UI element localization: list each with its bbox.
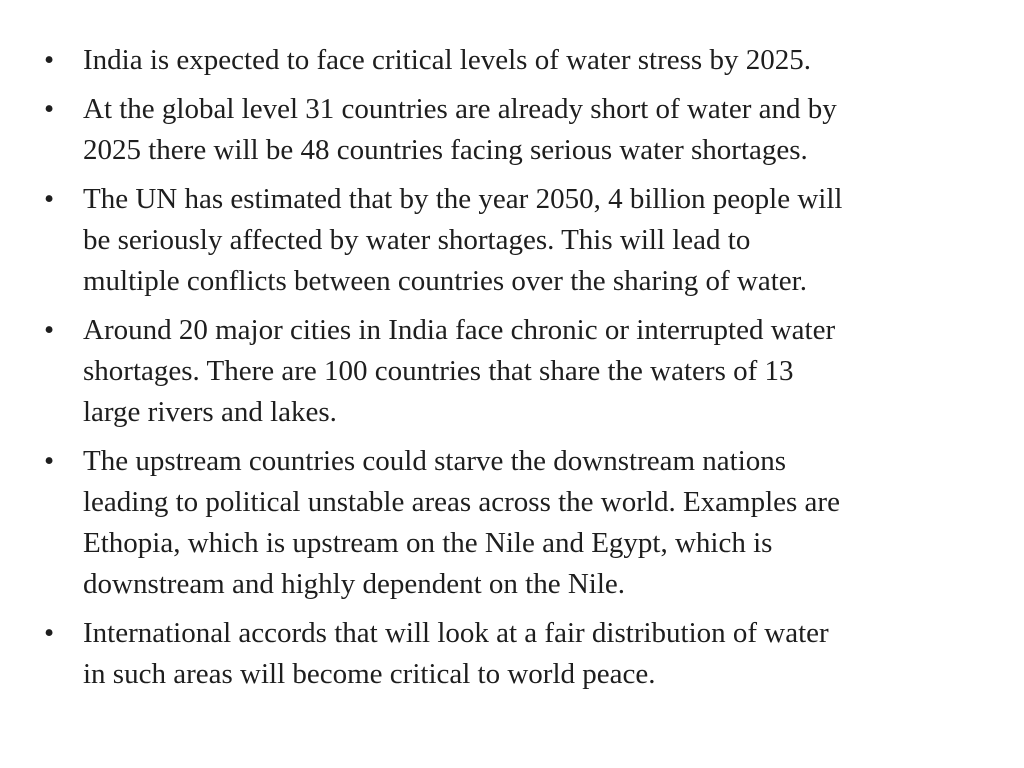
bullet-list: [40, 40, 990, 703]
bullet-icon: •: [44, 445, 55, 477]
bullet-line: India is expected to face critical levels of water stress by 2025.: [83, 44, 811, 76]
bullet-text: [83, 179, 990, 302]
bullet-icon: •: [44, 183, 55, 215]
bullet-item: [40, 441, 990, 605]
bullet-item: [40, 179, 990, 302]
bullet-icon: •: [44, 44, 55, 76]
bullet-line: downstream and highly dependent on the Nile.: [83, 568, 626, 600]
bullet-line: be seriously affected by water shortages. This will lead to: [83, 224, 751, 256]
bullet-line: Around 20 major cities in India face chronic or interrupted water: [83, 314, 836, 346]
bullet-text: [83, 613, 990, 695]
bullet-icon: •: [44, 314, 55, 346]
bullet-line: International accords that will look at a fair distribution of water: [83, 617, 829, 649]
bullet-text: [83, 310, 990, 433]
bullet-text: [83, 89, 990, 171]
bullet-item: [40, 310, 990, 433]
bullet-line: At the global level 31 countries are already short of water and by: [83, 93, 837, 125]
bullet-line: leading to political unstable areas across the world. Examples are: [83, 486, 840, 518]
bullet-line: Ethopia, which is upstream on the Nile and Egypt, which is: [83, 527, 773, 559]
bullet-text: [83, 441, 990, 605]
bullet-item: [40, 89, 990, 171]
bullet-line: The UN has estimated that by the year 2050, 4 billion people will: [83, 183, 843, 215]
bullet-line: multiple conflicts between countries over the sharing of water.: [83, 265, 807, 297]
bullet-text: [83, 40, 990, 81]
bullet-item: [40, 40, 990, 81]
bullet-item: [40, 613, 990, 695]
bullet-icon: •: [44, 617, 55, 649]
bullet-line: shortages. There are 100 countries that share the waters of 13: [83, 355, 794, 387]
bullet-line: large rivers and lakes.: [83, 396, 337, 428]
bullet-icon: •: [44, 93, 55, 125]
bullet-line: 2025 there will be 48 countries facing serious water shortages.: [83, 134, 808, 166]
bullet-line: The upstream countries could starve the downstream nations: [83, 445, 787, 477]
bullet-line: in such areas will become critical to world peace.: [83, 658, 656, 690]
